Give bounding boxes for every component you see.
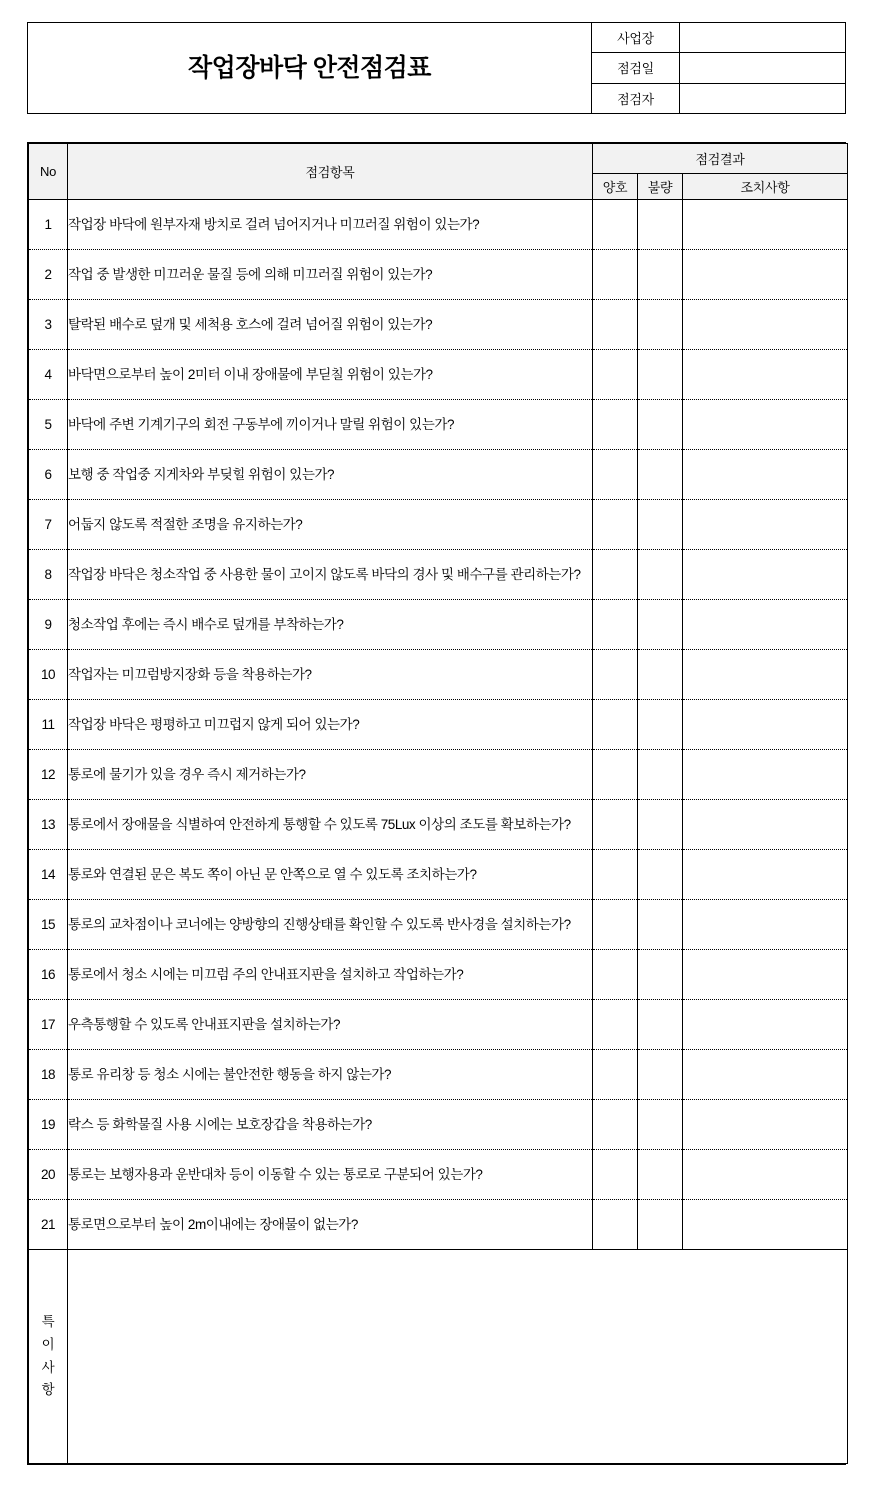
cell-action[interactable]: [683, 1100, 848, 1150]
cell-inspection-item: 통로는 보행자용과 운반대차 등이 이동할 수 있는 통로로 구분되어 있는가?: [68, 1150, 593, 1200]
cell-result-bad[interactable]: [638, 1200, 683, 1250]
cell-result-good[interactable]: [593, 650, 638, 700]
cell-no: 13: [29, 800, 68, 850]
remarks-label-char: 이: [41, 1336, 55, 1352]
cell-inspection-item: 작업장 바닥은 평평하고 미끄럽지 않게 되어 있는가?: [68, 700, 593, 750]
cell-result-good[interactable]: [593, 250, 638, 300]
cell-result-good[interactable]: [593, 400, 638, 450]
cell-action[interactable]: [683, 1000, 848, 1050]
cell-inspection-item: 바닥면으로부터 높이 2미터 이내 장애물에 부딛칠 위험이 있는가?: [68, 350, 593, 400]
table-row: [29, 450, 848, 500]
cell-action[interactable]: [683, 200, 848, 250]
cell-action[interactable]: [683, 850, 848, 900]
cell-inspection-item: 작업장 바닥은 청소작업 중 사용한 물이 고이지 않도록 바닥의 경사 및 배수구를 관리하는가?: [68, 550, 593, 600]
cell-result-bad[interactable]: [638, 600, 683, 650]
remarks-label-vertical: [29, 1311, 67, 1403]
table-row: [29, 950, 848, 1000]
cell-result-bad[interactable]: [638, 400, 683, 450]
cell-no: 6: [29, 450, 68, 500]
table-row: [29, 400, 848, 450]
cell-no: 19: [29, 1100, 68, 1150]
cell-action[interactable]: [683, 700, 848, 750]
table-body: [29, 200, 848, 1464]
cell-result-bad[interactable]: [638, 900, 683, 950]
cell-no: 17: [29, 1000, 68, 1050]
cell-no: 11: [29, 700, 68, 750]
cell-inspection-item: 통로에서 청소 시에는 미끄럼 주의 안내표지판을 설치하고 작업하는가?: [68, 950, 593, 1000]
cell-result-bad[interactable]: [638, 1050, 683, 1100]
cell-no: 9: [29, 600, 68, 650]
meta-table: [592, 23, 845, 113]
cell-result-good[interactable]: [593, 500, 638, 550]
column-header-good: 양호: [593, 174, 638, 200]
cell-action[interactable]: [683, 1200, 848, 1250]
cell-result-bad[interactable]: [638, 800, 683, 850]
cell-result-good[interactable]: [593, 950, 638, 1000]
table-row: [29, 250, 848, 300]
cell-inspection-item: 탈락된 배수로 덮개 및 세척용 호스에 걸려 넘어질 위험이 있는가?: [68, 300, 593, 350]
cell-result-good[interactable]: [593, 800, 638, 850]
cell-inspection-item: 통로에 물기가 있을 경우 즉시 제거하는가?: [68, 750, 593, 800]
cell-action[interactable]: [683, 900, 848, 950]
cell-result-bad[interactable]: [638, 550, 683, 600]
cell-inspection-item: 작업 중 발생한 미끄러운 물질 등에 의해 미끄러질 위험이 있는가?: [68, 250, 593, 300]
checklist-table: [27, 142, 846, 1465]
cell-result-bad[interactable]: [638, 350, 683, 400]
cell-inspection-item: 작업자는 미끄럼방지장화 등을 착용하는가?: [68, 650, 593, 700]
cell-result-bad[interactable]: [638, 1100, 683, 1150]
table-row: [29, 300, 848, 350]
cell-result-good[interactable]: [593, 1200, 638, 1250]
cell-action[interactable]: [683, 950, 848, 1000]
cell-result-bad[interactable]: [638, 1150, 683, 1200]
cell-action[interactable]: [683, 500, 848, 550]
cell-inspection-item: 작업장 바닥에 원부자재 방치로 걸려 넘어지거나 미끄러질 위험이 있는가?: [68, 200, 593, 250]
cell-inspection-item: 청소작업 후에는 즉시 배수로 덮개를 부착하는가?: [68, 600, 593, 650]
cell-result-bad[interactable]: [638, 250, 683, 300]
cell-no: 12: [29, 750, 68, 800]
cell-action[interactable]: [683, 750, 848, 800]
cell-inspection-item: 우측통행할 수 있도록 안내표지판을 설치하는가?: [68, 1000, 593, 1050]
cell-no: 18: [29, 1050, 68, 1100]
cell-inspection-item: 어둡지 않도록 적절한 조명을 유지하는가?: [68, 500, 593, 550]
cell-no: 7: [29, 500, 68, 550]
cell-result-good[interactable]: [593, 600, 638, 650]
meta-label-worksite: 사업장: [592, 23, 680, 52]
document-title-cell: [28, 23, 592, 113]
cell-result-good[interactable]: [593, 850, 638, 900]
cell-result-bad[interactable]: [638, 650, 683, 700]
meta-row-worksite: [592, 23, 845, 53]
remarks-label-char: 항: [41, 1382, 55, 1398]
cell-action[interactable]: [683, 400, 848, 450]
cell-action[interactable]: [683, 350, 848, 400]
remarks-input-area[interactable]: [68, 1250, 848, 1464]
cell-no: 2: [29, 250, 68, 300]
meta-value-worksite[interactable]: [680, 23, 845, 52]
remarks-label: [29, 1250, 68, 1464]
title-block: [27, 22, 846, 114]
table-row: [29, 700, 848, 750]
table-row: [29, 350, 848, 400]
meta-row-inspector: [592, 84, 845, 113]
table-row: [29, 600, 848, 650]
table-row: [29, 200, 848, 250]
cell-no: 8: [29, 550, 68, 600]
cell-no: 20: [29, 1150, 68, 1200]
cell-inspection-item: 바닥에 주변 기계기구의 회전 구동부에 끼이거나 말릴 위험이 있는가?: [68, 400, 593, 450]
cell-result-good[interactable]: [593, 1000, 638, 1050]
cell-no: 16: [29, 950, 68, 1000]
cell-action[interactable]: [683, 550, 848, 600]
cell-no: 10: [29, 650, 68, 700]
cell-action[interactable]: [683, 250, 848, 300]
cell-no: 21: [29, 1200, 68, 1250]
cell-result-good[interactable]: [593, 750, 638, 800]
column-header-no: No: [29, 144, 68, 200]
cell-no: 14: [29, 850, 68, 900]
cell-no: 1: [29, 200, 68, 250]
table-row: [29, 800, 848, 850]
table-row: [29, 1200, 848, 1250]
cell-result-bad[interactable]: [638, 1000, 683, 1050]
cell-result-good[interactable]: [593, 700, 638, 750]
table-row: [29, 750, 848, 800]
meta-row-inspection-date: [592, 53, 845, 83]
cell-result-good[interactable]: [593, 900, 638, 950]
cell-inspection-item: 통로면으로부터 높이 2m이내에는 장애물이 없는가?: [68, 1200, 593, 1250]
cell-no: 15: [29, 900, 68, 950]
cell-result-good[interactable]: [593, 1150, 638, 1200]
table-row: [29, 550, 848, 600]
cell-result-bad[interactable]: [638, 500, 683, 550]
table-row: [29, 1050, 848, 1100]
table-row: [29, 650, 848, 700]
table-head: [29, 144, 848, 200]
remarks-label-char: 사: [41, 1359, 55, 1375]
column-header-item: 점검항목: [68, 144, 593, 200]
cell-no: 5: [29, 400, 68, 450]
cell-inspection-item: 통로와 연결된 문은 복도 쪽이 아닌 문 안쪽으로 열 수 있도록 조치하는가?: [68, 850, 593, 900]
table-row: [29, 1150, 848, 1200]
column-header-bad: 불량: [638, 174, 683, 200]
cell-inspection-item: 통로 유리창 등 청소 시에는 불안전한 행동을 하지 않는가?: [68, 1050, 593, 1100]
cell-action[interactable]: [683, 1050, 848, 1100]
table-header-row-1: [29, 144, 848, 174]
cell-action[interactable]: [683, 650, 848, 700]
remarks-label-char: 특: [41, 1313, 55, 1329]
cell-action[interactable]: [683, 300, 848, 350]
cell-inspection-item: 락스 등 화학물질 사용 시에는 보호장갑을 착용하는가?: [68, 1100, 593, 1150]
meta-label-inspection-date: 점검일: [592, 53, 680, 82]
cell-result-good[interactable]: [593, 1100, 638, 1150]
cell-result-good[interactable]: [593, 450, 638, 500]
remarks-row: [29, 1250, 848, 1464]
meta-label-inspector: 점검자: [592, 84, 680, 113]
cell-action[interactable]: [683, 600, 848, 650]
cell-result-bad[interactable]: [638, 950, 683, 1000]
cell-result-good[interactable]: [593, 300, 638, 350]
column-header-action: 조치사항: [683, 174, 848, 200]
page-title: 작업장바닥 안전점검표: [188, 54, 431, 82]
cell-result-good[interactable]: [593, 350, 638, 400]
table-row: [29, 1000, 848, 1050]
cell-action[interactable]: [683, 450, 848, 500]
cell-no: 4: [29, 350, 68, 400]
cell-action[interactable]: [683, 800, 848, 850]
cell-result-bad[interactable]: [638, 300, 683, 350]
cell-result-good[interactable]: [593, 550, 638, 600]
cell-result-bad[interactable]: [638, 750, 683, 800]
table-row: [29, 500, 848, 550]
table-row: [29, 850, 848, 900]
cell-result-bad[interactable]: [638, 450, 683, 500]
cell-result-bad[interactable]: [638, 700, 683, 750]
meta-value-inspector[interactable]: [680, 84, 845, 113]
table-row: [29, 1100, 848, 1150]
meta-value-inspection-date[interactable]: [680, 53, 845, 82]
cell-result-bad[interactable]: [638, 850, 683, 900]
cell-inspection-item: 통로에서 장애물을 식별하여 안전하게 통행할 수 있도록 75Lux 이상의 조도를 확보하는가?: [68, 800, 593, 850]
cell-result-good[interactable]: [593, 200, 638, 250]
cell-inspection-item: 보행 중 작업중 지게차와 부딪힐 위험이 있는가?: [68, 450, 593, 500]
cell-result-bad[interactable]: [638, 200, 683, 250]
cell-no: 3: [29, 300, 68, 350]
cell-inspection-item: 통로의 교차점이나 코너에는 양방향의 진행상태를 확인할 수 있도록 반사경을 설치하는가?: [68, 900, 593, 950]
cell-action[interactable]: [683, 1150, 848, 1200]
table-row: [29, 900, 848, 950]
cell-result-good[interactable]: [593, 1050, 638, 1100]
column-header-result-group: 점검결과: [593, 144, 848, 174]
